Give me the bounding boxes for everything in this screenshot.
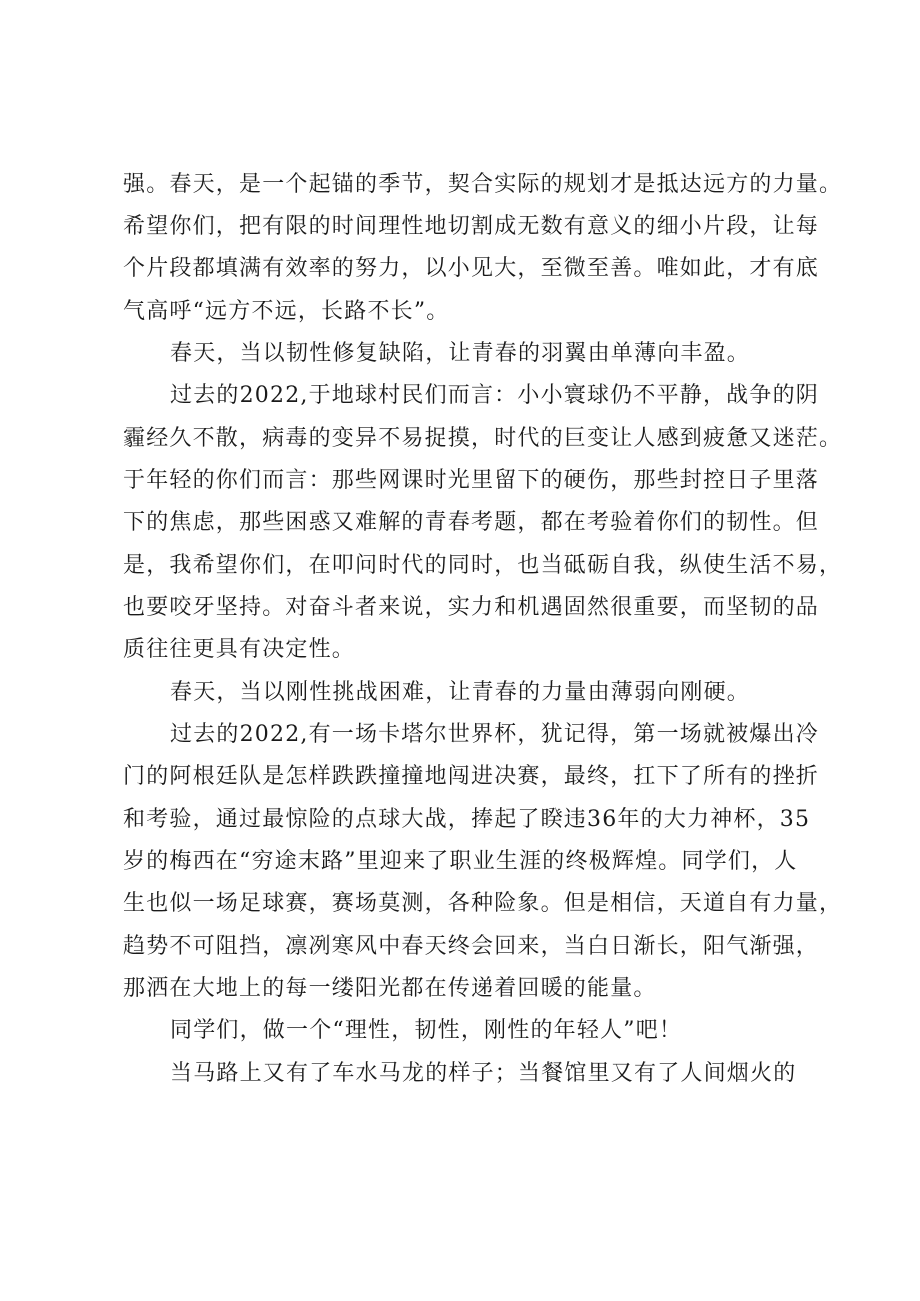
text-line: 过去的2022,有一场卡塔尔世界杯，犹记得，第一场就被爆出冷 bbox=[170, 722, 819, 747]
text-line: 同学们，做一个“理性，韧性，刚性的年轻人”吧！ bbox=[170, 1018, 683, 1043]
text-line: 门的阿根廷队是怎样跌跌撞撞地闯进决赛，最终，扛下了所有的挫折 bbox=[123, 764, 820, 789]
text-line: 岁的梅西在“穷途末路”里迎来了职业生涯的终极辉煌。同学们，人 bbox=[123, 849, 798, 874]
text-line: 和考验，通过最惊险的点球大战，捧起了睽违36年的大力神杯，35 bbox=[123, 807, 811, 832]
text-line: 过去的2022,于地球村民们而言：小小寰球仍不平静，战争的阴 bbox=[170, 383, 819, 408]
text-line: 那洒在大地上的每一缕阳光都在传递着回暖的能量。 bbox=[123, 976, 657, 1001]
text-line: 强。春天，是一个起锚的季节，契合实际的规划才是抵达远方的力量。 bbox=[123, 172, 843, 197]
text-line: 气高呼“远方不远，长路不长”。 bbox=[123, 299, 450, 324]
text-line: 霾经久不散，病毒的变异不易捉摸，时代的巨变让人感到疲惫又迷茫。 bbox=[123, 426, 843, 451]
text-line: 个片段都填满有效率的努力，以小见大，至微至善。唯如此，才有底 bbox=[123, 256, 820, 281]
text-line: 也要咬牙坚持。对奋斗者来说，实力和机遇固然很重要，而坚韧的品 bbox=[123, 595, 820, 620]
text-line: 当马路上又有了车水马龙的样子；当餐馆里又有了人间烟火的 bbox=[170, 1061, 797, 1086]
text-line: 下的焦虑，那些困惑又难解的青春考题，都在考验着你们的韧性。但 bbox=[123, 510, 820, 535]
text-line: 生也似一场足球赛，赛场莫测，各种险象。但是相信，天道自有力量， bbox=[123, 891, 843, 916]
text-line: 趋势不可阻挡，凛冽寒风中春天终会回来，当白日渐长，阳气渐强， bbox=[123, 934, 820, 959]
text-line: 质往往更具有决定性。 bbox=[123, 637, 356, 662]
text-line: 希望你们，把有限的时间理性地切割成无数有意义的细小片段，让每 bbox=[123, 214, 820, 239]
text-line: 春天，当以刚性挑战困难，让青春的力量由薄弱向刚硬。 bbox=[170, 680, 751, 705]
text-line: 是，我希望你们，在叩问时代的同时，也当砥砺自我，纵使生活不易， bbox=[123, 553, 843, 578]
text-line: 春天，当以韧性修复缺陷，让青春的羽翼由单薄向丰盈。 bbox=[170, 341, 751, 366]
text-line: 于年轻的你们而言：那些网课时光里留下的硬伤，那些封控日子里落 bbox=[123, 468, 820, 493]
